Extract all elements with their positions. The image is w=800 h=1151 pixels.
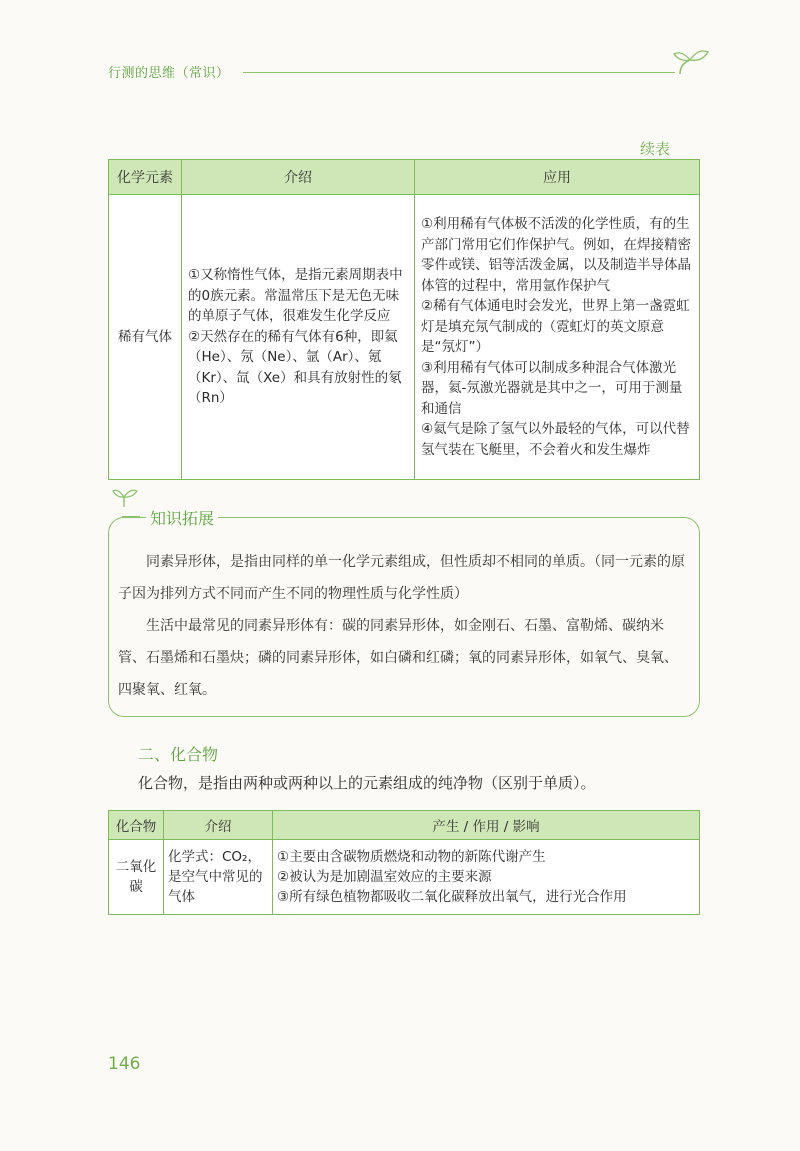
- section-heading: 二、化合物: [138, 745, 219, 764]
- compound-effect-cell: [273, 840, 700, 915]
- intro-item: ①又称惰性气体，是指元素周期表中的0族元素。常温常压下是无色无味的单原子气体，很难发生化学反应: [188, 267, 403, 325]
- application-item: ①利用稀有气体极不活泼的化学性质，有的生产部门常用它们作保护气。例如，在焊接精密零件或镁、铝等活泼金属，以及制造半导体晶体管的过程中，常用氩作保护气: [421, 216, 691, 294]
- header-effect: 产生 / 作用 / 影响: [273, 811, 700, 840]
- compound-name-cell: 二氧化碳: [109, 840, 164, 915]
- element-intro-cell: [182, 195, 415, 480]
- page-number: 146: [108, 1054, 141, 1074]
- compound-table: [108, 810, 700, 915]
- sprout-icon: [672, 46, 712, 76]
- header-intro: 介绍: [164, 811, 273, 840]
- header-element: 化学元素: [109, 160, 182, 195]
- application-item: ②稀有气体通电时会发光，世界上第一盏霓虹灯是填充氖气制成的（霓虹灯的英文原意是“氖灯”）: [421, 298, 690, 355]
- intro-item: ②天然存在的稀有气体有6种，即氦（He）、氖（Ne）、氩（Ar）、氪（Kr）、氙（Xe）和具有放射性的氡（Rn）: [188, 328, 402, 407]
- running-header-title: 行测的思维（常识）: [108, 66, 230, 81]
- header-application: 应用: [415, 160, 700, 195]
- effect-item: ③所有绿色植物都吸收二氧化碳释放出氧气，进行光合作用: [277, 889, 627, 905]
- application-item: ④氦气是除了氢气以外最轻的气体，可以代替氢气装在飞艇里，不会着火和发生爆炸: [421, 421, 690, 458]
- compound-intro-cell: 化学式：CO₂，是空气中常见的气体: [164, 840, 273, 915]
- header-compound: 化合物: [109, 811, 164, 840]
- effect-item: ②被认为是加剧温室效应的主要来源: [277, 869, 492, 885]
- continued-table-label: 续表: [640, 140, 671, 158]
- application-item: ③利用稀有气体可以制成多种混合气体激光器，氦-氖激光器就是其中之一，可用于测量和通信: [421, 359, 683, 417]
- knowledge-box-title-rule: [122, 516, 140, 518]
- header-rule: [243, 72, 675, 73]
- element-application-cell: [415, 195, 700, 480]
- element-name-cell: 稀有气体: [109, 195, 182, 480]
- knowledge-paragraph: 生活中最常见的同素异形体有：碳的同素异形体，如金刚石、石墨、富勒烯、碳纳米管、石墨烯和石墨炔；磷的同素异形体，如白磷和红磷；氧的同素异形体，如氧气、臭氧、四聚氧、红氧。: [118, 618, 678, 698]
- rare-gas-table: [108, 159, 700, 480]
- header-intro: 介绍: [182, 160, 415, 195]
- knowledge-paragraph: 同素异形体，是指由同样的单一化学元素组成，但性质却不相同的单质。（同一元素的原子因为排列方式不同而产生不同的物理性质与化学性质）: [118, 554, 685, 602]
- knowledge-box-text: [118, 546, 690, 706]
- sprout-icon: [112, 486, 138, 508]
- effect-item: ①主要由含碳物质燃烧和动物的新陈代谢产生: [277, 849, 546, 865]
- section-definition: 化合物，是指由两种或两种以上的元素组成的纯净物（区别于单质）。: [138, 774, 596, 792]
- knowledge-box-title: 知识拓展: [146, 506, 218, 529]
